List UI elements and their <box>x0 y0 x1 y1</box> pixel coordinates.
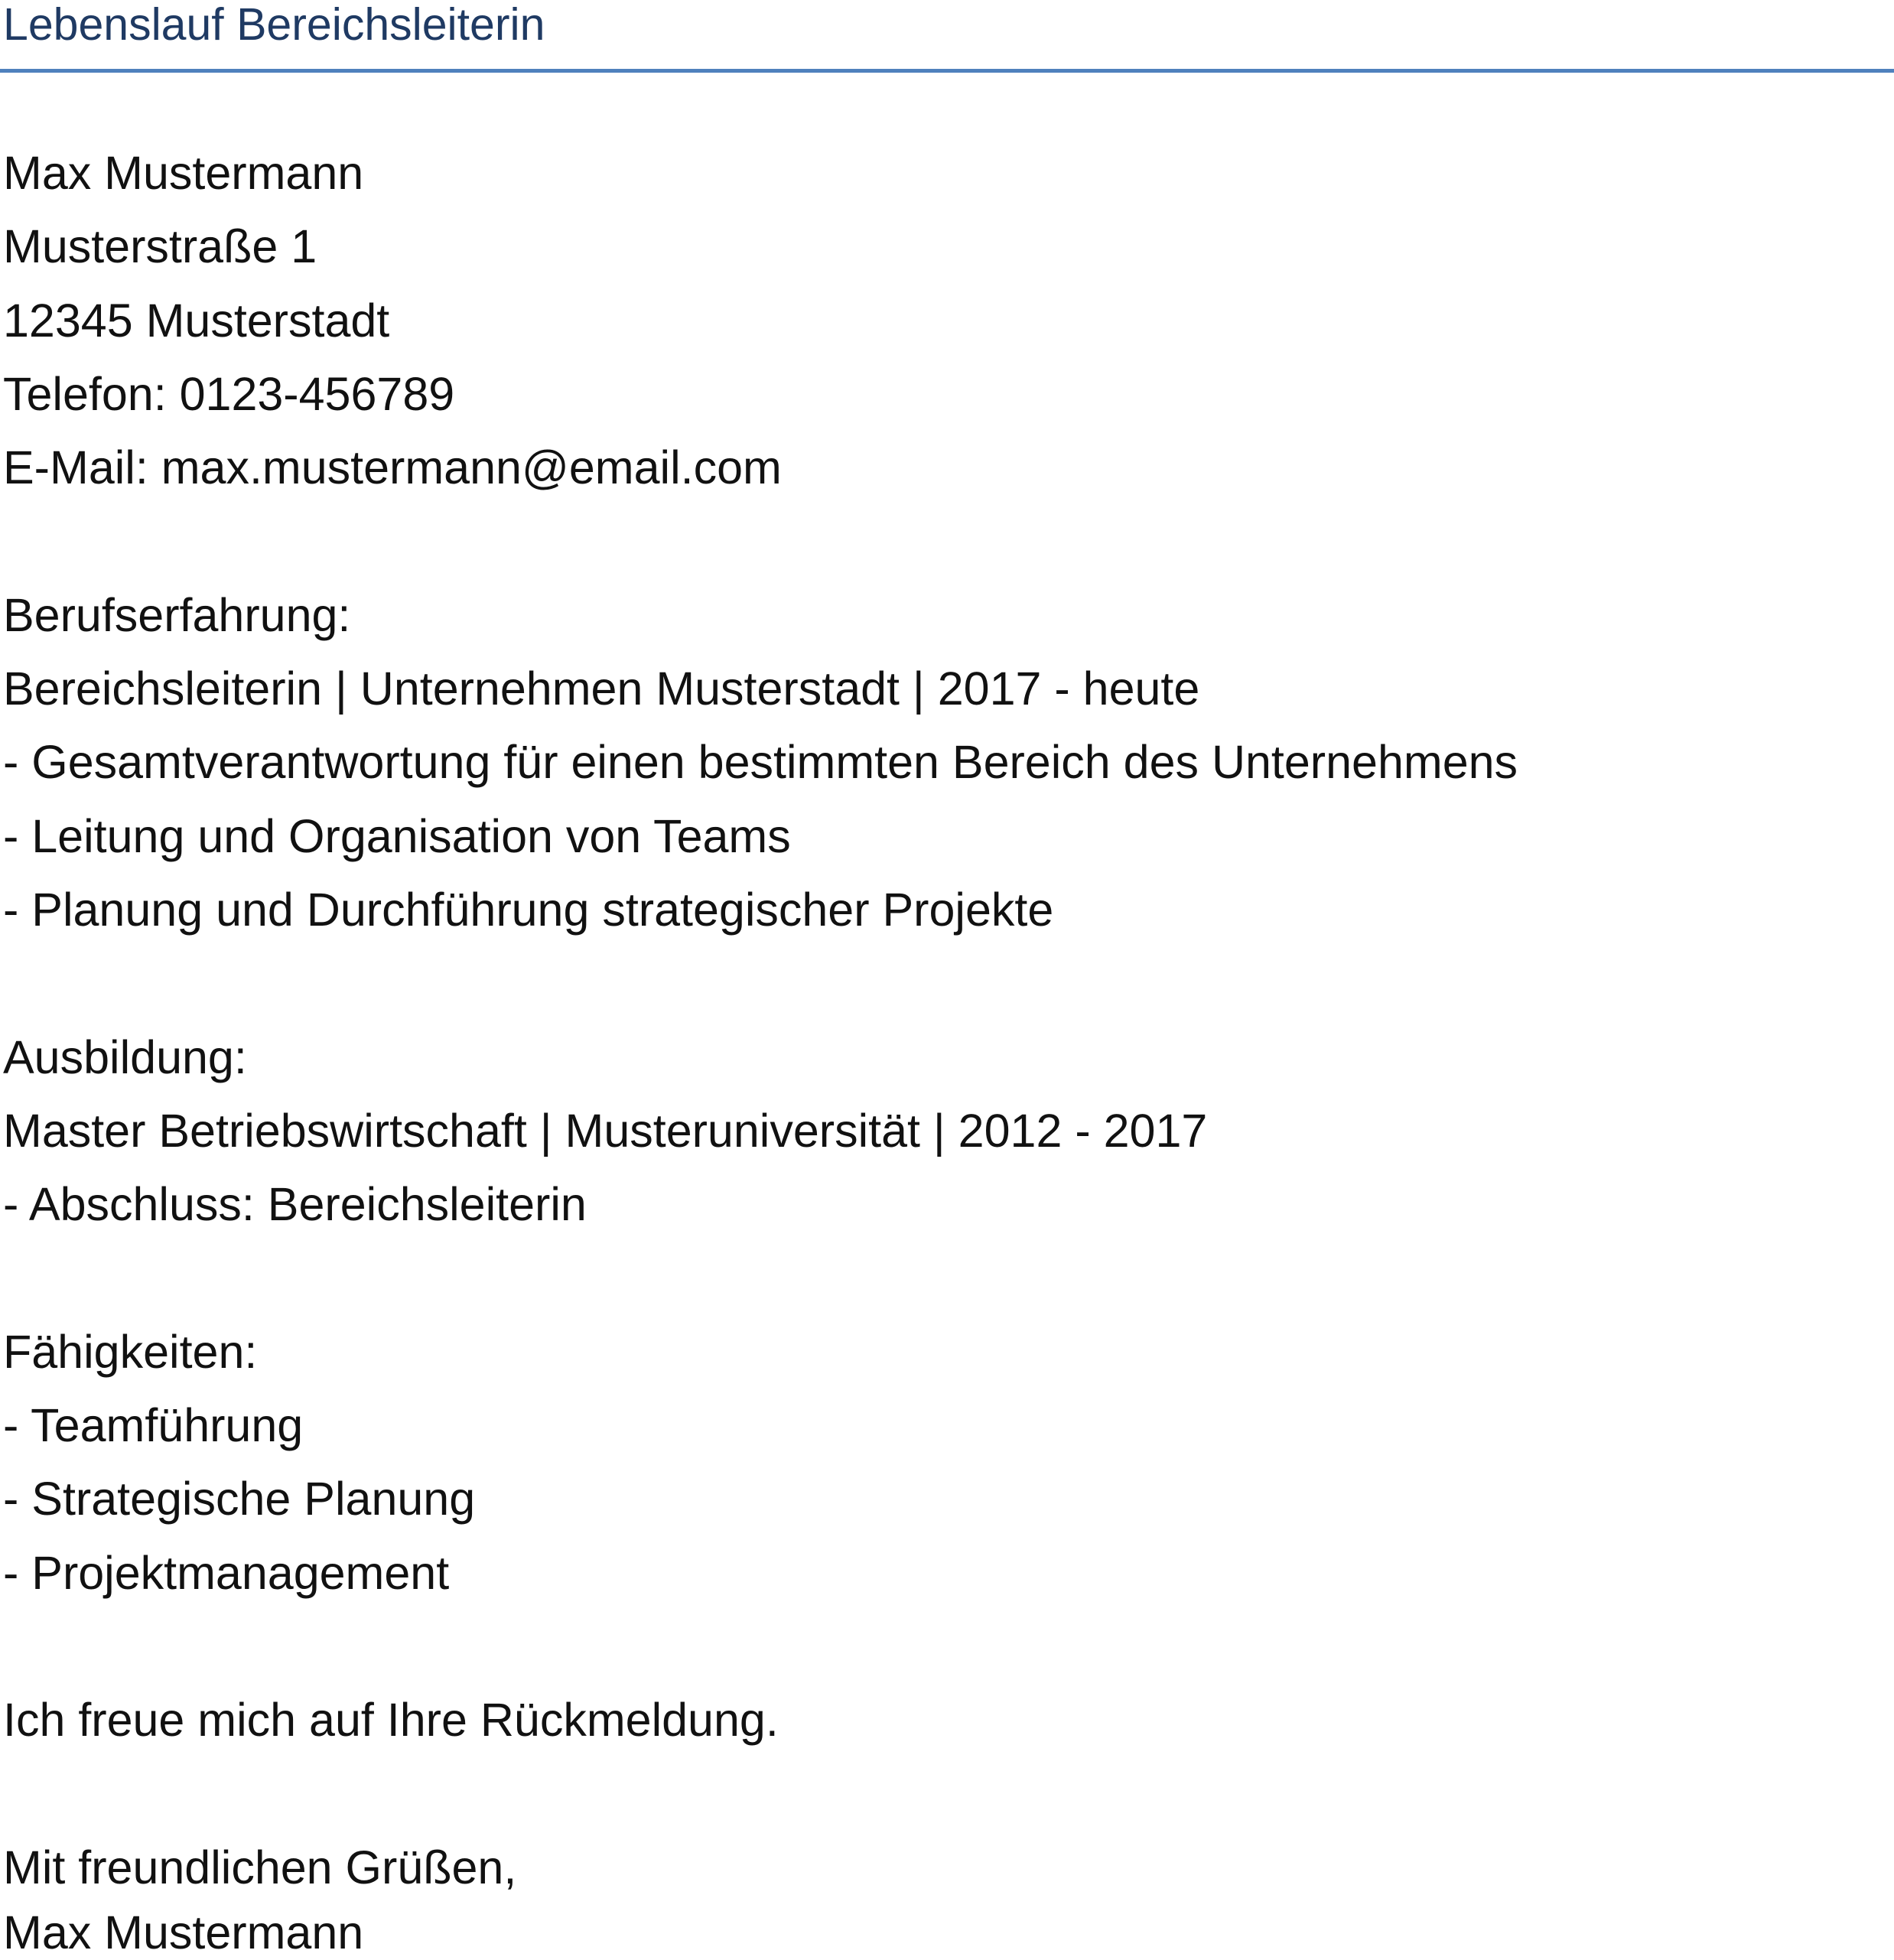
contact-city: 12345 Musterstadt <box>3 295 390 347</box>
skills-bullet: - Teamführung <box>3 1399 304 1451</box>
experience-bullet: - Leitung und Organisation von Teams <box>3 810 791 862</box>
contact-name: Max Mustermann <box>3 147 364 199</box>
experience-bullet: - Planung und Durchführung strategischer Projekte <box>3 884 1054 936</box>
education-degree: Master Betriebswirtschaft | Musteruniversität | 2012 - 2017 <box>3 1105 1208 1157</box>
experience-bullet: - Gesamtverantwortung für einen bestimmten Bereich des Unternehmens <box>3 736 1518 788</box>
closing-sentence: Ich freue mich auf Ihre Rückmeldung. <box>3 1694 779 1746</box>
experience-position: Bereichsleiterin | Unternehmen Musterstadt | 2017 - heute <box>3 663 1200 715</box>
contact-email: E-Mail: max.mustermann@email.com <box>3 441 782 493</box>
experience-heading: Berufserfahrung: <box>3 589 351 641</box>
contact-street: Musterstraße 1 <box>3 220 317 272</box>
skills-bullet: - Projektmanagement <box>3 1547 450 1599</box>
document-title: Lebenslauf Bereichsleiterin <box>3 0 545 50</box>
education-bullet: - Abschluss: Bereichsleiterin <box>3 1178 587 1230</box>
signature-name: Max Mustermann <box>3 1906 364 1958</box>
contact-phone: Telefon: 0123-456789 <box>3 368 455 420</box>
skills-heading: Fähigkeiten: <box>3 1326 258 1378</box>
title-underline <box>0 69 1894 73</box>
education-heading: Ausbildung: <box>3 1031 247 1083</box>
closing-greeting: Mit freundlichen Grüßen, <box>3 1841 517 1893</box>
skills-bullet: - Strategische Planung <box>3 1473 476 1525</box>
